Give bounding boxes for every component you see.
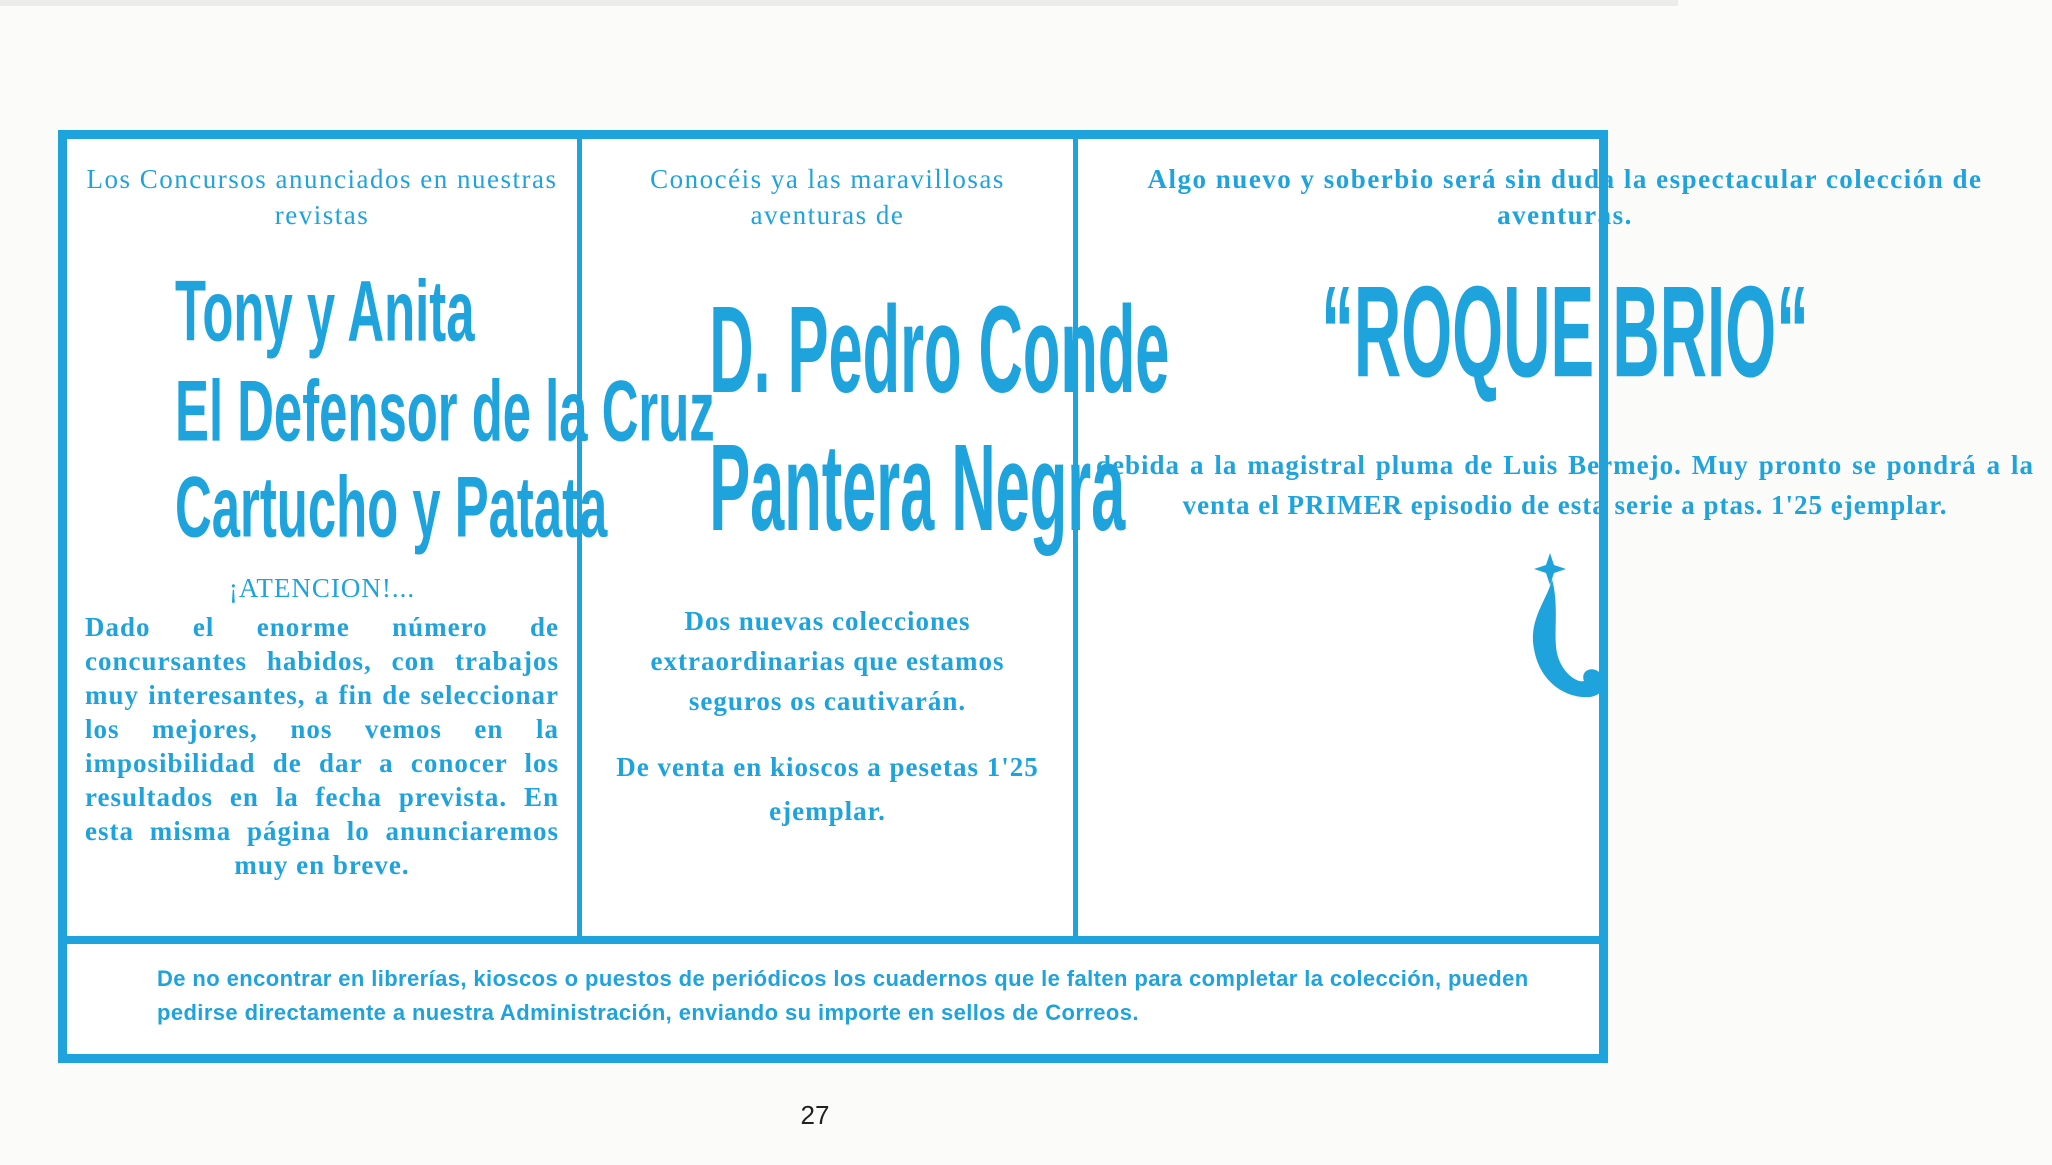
advertisement-frame [58,130,2035,1063]
contests-column [67,139,715,936]
attention-heading: ¡ATENCION!... [228,573,416,603]
roque-brio-intro: Algo nuevo y soberbio será sin duda la espectacular colección de aventuras. [1147,164,1983,230]
title-el-defensor-de-la-cruz: El Defensor de la Cruz [175,363,715,460]
collections-intro: Conocéis ya las maravillosas aventuras de [650,164,1005,230]
page-number: 27 [800,1100,830,1130]
new-collections-column [582,139,1170,936]
ad-columns [67,139,2035,936]
roque-brio-column [1078,139,2052,936]
page-edge [0,0,1678,6]
contests-notice: Dado el enorme número de concursantes habidos, con trabajos muy interesantes, a fin de seleccionar los mejores, nos vemos en la imposibilidad de dar a conocer los resultados en la fecha prevista. En esta misma página lo anunciaremos muy en breve. [85,612,559,880]
collections-description: Dos nuevas colecciones extraordinarias que estamos seguros os cautivarán. [650,606,1005,716]
roque-brio-description: debida a la magistral pluma de Luis Bermejo. Muy pronto se pondrá a la venta el PRIMER episodio de esta serie a ptas. 1'25 ejemplar. [1096,450,2035,520]
title-tony-y-anita: Tony y Anita [175,263,475,360]
contests-intro: Los Concursos anunciados en nuestras revistas [86,164,558,230]
sale-info: De venta en kioscos a pesetas 1'25 ejemplar. [616,752,1039,826]
flourish-ornament-icon [1520,549,1610,709]
title-pantera-negra: Pantera Negra [709,418,1126,558]
title-cartucho-y-patata: Cartucho y Patata [175,459,608,556]
order-instructions: De no encontrar en librerías, kioscos o puestos de periódicos los cuadernos que le falten para completar la colección, pueden pedirse directamente a nuestra Administración, enviando su importe en sellos de Correos. [67,936,1599,1054]
title-d-pedro-conde: D. Pedro Conde [709,280,1170,420]
title-roque-brio: “ROQUE BRIO“ [1321,258,1809,405]
